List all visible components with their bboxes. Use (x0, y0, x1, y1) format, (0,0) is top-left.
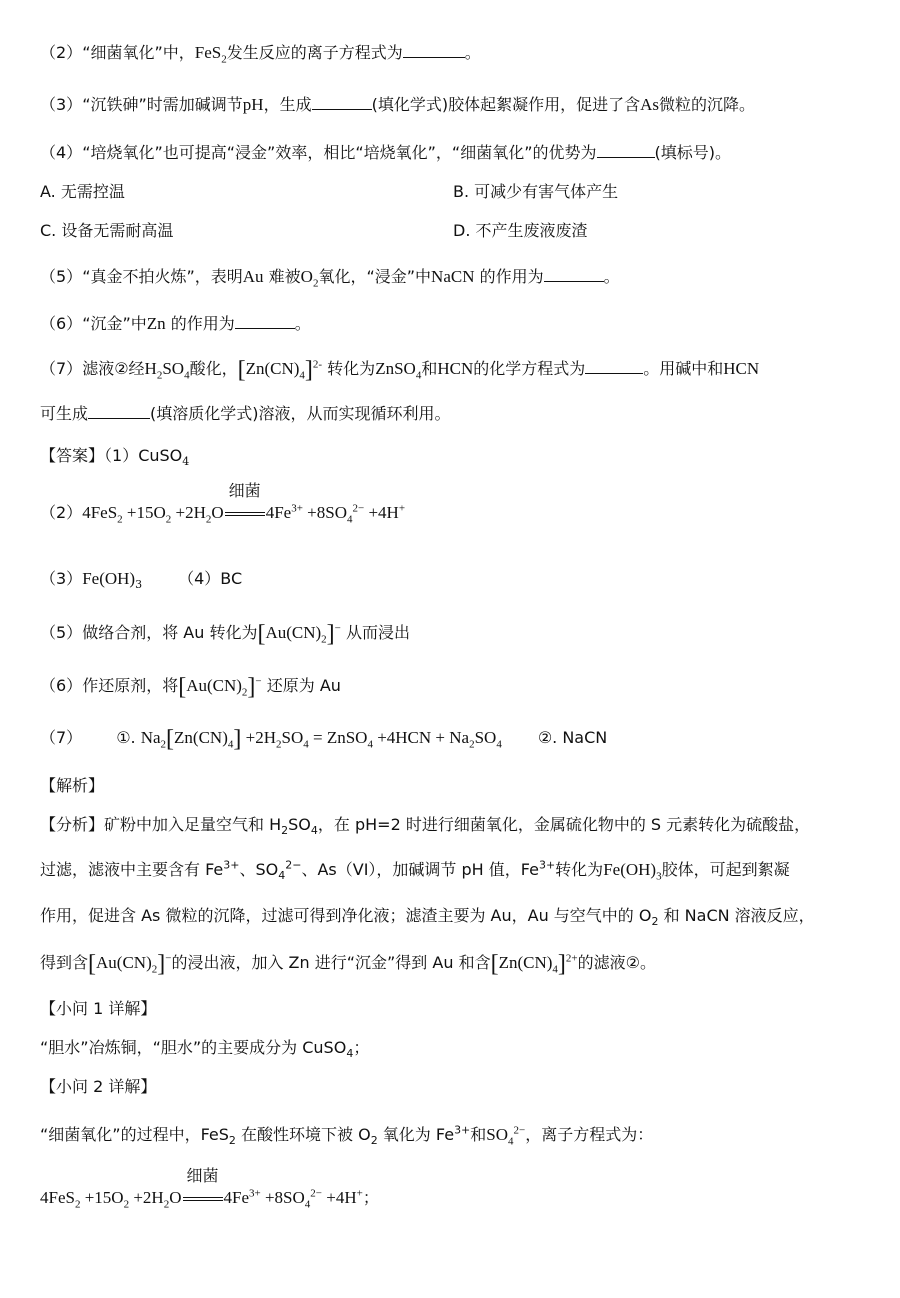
q2-formula: FeS$_2$ (194, 43, 227, 66)
q5-text: “真金不拍火炼”，表明 (82, 267, 243, 286)
answer-blank[interactable] (88, 404, 150, 419)
answer-7-equation: $Na_2[Zn(CN)_4] +2H_2SO_4$ = ZnSO$_4$ $+4HCN + Na_2SO_4$ (140, 726, 502, 752)
answer-6: （6）作还原剂，将$[Au(CN)_2]^-$ 还原为 Au (40, 674, 341, 700)
answer-blank[interactable] (544, 267, 604, 282)
q3-text-2: ，生成 (263, 95, 312, 114)
option-d: D. 不产生废液废渣 (453, 221, 588, 240)
answer-5: （5）做络合剂，将 Au 转化为$[Au(CN)_2]^-$ 从而浸出 (40, 621, 410, 647)
q7-text: 滤液②经 (82, 359, 145, 378)
q6-text-2: 的作用为 (170, 314, 235, 333)
analysis-line-4: 得到含$[Au(CN)_2]^-$的浸出液，加入 Zn 进行“沉金”得到 Au 和含$[Zn(CN)_4]^{2+}$的滤液②。 (40, 951, 656, 977)
question-2 (40, 42, 481, 64)
analysis-line-2: 过滤，滤液中主要含有 $Fe^{3+}$、$SO_4^{2-}$、As（VI），加碱调节 pH 值，$Fe^{3+}$转化为$Fe(OH)_3$胶体，可起到絮凝 (40, 858, 790, 883)
q7-h2so4: $H_2SO_4$ (144, 359, 190, 382)
q7-number: （7） (40, 359, 83, 378)
answer-blank[interactable] (235, 314, 295, 329)
q3-ph: pH (242, 95, 264, 114)
q7-hcn-2: HCN (723, 359, 760, 378)
q6-zn: Zn (146, 314, 166, 333)
q4-number: （4） (40, 143, 83, 162)
answer-2 (40, 481, 406, 526)
sub-question-2-tag: 【小问 2 详解】 (40, 1077, 157, 1096)
q3-text: “沉铁砷”时需加碱调节 (82, 95, 243, 114)
question-7 (40, 358, 759, 381)
q7-text-2: 酸化， (189, 359, 238, 378)
q5-text-4: 的作用为 (479, 267, 544, 286)
answer-blank[interactable] (403, 43, 465, 58)
answer-4: （4）BC (178, 569, 243, 588)
question-5 (40, 266, 620, 288)
analysis-p2b: 、As（VI），加碱调节 pH 值，Fe (301, 860, 539, 879)
q7-text-6: 。用碱中和 (643, 359, 724, 378)
q6-end: 。 (294, 314, 311, 333)
q4-text-2: (填标号)。 (654, 143, 732, 162)
option-c: C. 设备无需耐高温 (40, 221, 174, 240)
analysis-p2a: 过滤，滤液中主要含有 Fe (40, 860, 224, 879)
q2-end: 。 (464, 43, 481, 62)
analysis-fx-tag: 【分析】 (40, 815, 105, 834)
q5-au: Au (242, 267, 264, 286)
equation-arrow: 细菌 (182, 1187, 224, 1209)
answer-3-4: $(3)Fe(OH)_3$ （4）BC (40, 569, 243, 592)
analysis-p2d: 胶体，可起到絮凝 (661, 860, 790, 879)
q7-text-8: (填溶质化学式)溶液，从而实现循环利用。 (150, 404, 451, 423)
analysis-p2c: 转化为 (555, 860, 604, 879)
answer-7 (40, 727, 607, 750)
q4-text: “培烧氧化”也可提高“浸金”效率，相比“培烧氧化”，“细菌氧化”的优势为 (82, 143, 597, 162)
sub-question-2-text: “细菌氧化”的过程中，FeS$_2$ 在酸性环境下被 $O_2$ 氧化为 $Fe^{3+}$和$SO_4^{2-}$，离子方程式为： (40, 1123, 654, 1148)
q7-text-3: 转化为 (327, 359, 376, 378)
q2-text: “细菌氧化”中， (82, 43, 195, 62)
answer-5-text: 做络合剂，将 Au 转化为 (82, 623, 258, 642)
q2-text-2: 发生反应的离子方程式为 (226, 43, 403, 62)
answer-1: 【答案】（1）CuSO$_4$ (40, 446, 190, 469)
q3-number: （3） (40, 95, 83, 114)
analysis-tag: 【解析】 (40, 776, 105, 795)
equation: $4FeS_2 +15O_2 +2H_2O$ 细菌 $4Fe^{3+} +8SO_4^{2-} +4H^+$ (40, 1166, 363, 1211)
answer-7-number: （7） (40, 728, 83, 747)
answer-6-number: （6） (40, 676, 83, 695)
q7-text-5: 的化学方程式为 (473, 359, 586, 378)
q5-end: 。 (603, 267, 620, 286)
question-7-line-2 (40, 403, 451, 425)
answer-6-text: 作还原剂，将 (82, 676, 179, 695)
answer-blank[interactable] (585, 359, 643, 374)
analysis-p1: 矿粉中加入足量空气和 H (104, 815, 282, 834)
answer-6-text-2: 还原为 Au (266, 676, 341, 695)
answer-blank[interactable] (312, 95, 372, 110)
analysis-line-3: 作用，促进含 As 微粒的沉降，过滤可得到净化液；滤渣主要为 Au，Au 与空气中的 $O_2$ 和 NaCN 溶液反应， (40, 906, 815, 929)
answer-7-mark-2: ②. NaCN (537, 728, 608, 747)
q7-text-7: 可生成 (40, 404, 89, 423)
analysis-p3b: 和 NaCN 溶液反应， (663, 906, 815, 925)
q5-text-2: 难被 (268, 267, 301, 286)
equation-arrow: 细菌 (224, 502, 266, 524)
analysis-p4c: 的滤液②。 (577, 953, 656, 972)
analysis-p4a: 得到含 (40, 953, 89, 972)
q6-text: “沉金”中 (82, 314, 147, 333)
answer-2-equation: $4FeS_2 +15O_2 +2H_2O$ 细菌 $4Fe^{3+} +8SO_4^{2-} +4H^+$ (82, 481, 406, 526)
q7-hcn: HCN (437, 359, 474, 378)
answer-blank[interactable] (597, 143, 655, 158)
option-b: B. 可减少有害气体产生 (453, 182, 619, 201)
q3-text-3: (填化学式)胶体起絮凝作用，促进了含 (371, 95, 641, 114)
answer-2-number: （2） (40, 503, 83, 522)
q3-as: As (640, 95, 659, 114)
q5-o2: $O_2$ (300, 267, 319, 290)
sub-question-2-equation: $4FeS_2 +15O_2 +2H_2O$ 细菌 $4Fe^{3+} +8SO_4^{2-} +4H^+$； (40, 1166, 379, 1211)
question-4 (40, 142, 731, 164)
analysis-p3: 作用，促进含 As 微粒的沉降，过滤可得到净化液；滤渣主要为 Au，Au 与空气中的 O (40, 906, 652, 925)
analysis-p1b: ，在 pH=2 时进行细菌氧化，金属硫化物中的 S 元素转化为硫酸盐， (317, 815, 811, 834)
option-a: A. 无需控温 (40, 182, 125, 201)
analysis-p4b: 的浸出液，加入 Zn 进行“沉金”得到 Au 和含 (171, 953, 491, 972)
analysis-line-1: 【分析】矿粉中加入足量空气和 $H_2SO_4$，在 pH=2 时进行细菌氧化，金属硫化物中的 S 元素转化为硫酸盐， (40, 815, 811, 838)
question-3 (40, 94, 755, 116)
q5-nacn: NaCN (431, 267, 475, 286)
answer-3-formula: Fe(OH) (82, 569, 136, 588)
answer-7-mark-1: ①. (116, 728, 136, 747)
q5-number: （5） (40, 267, 83, 286)
question-6 (40, 313, 311, 335)
sub-question-1-tag: 【小问 1 详解】 (40, 999, 157, 1018)
q7-text-4: 和 (421, 359, 438, 378)
q3-text-4: 微粒的沉降。 (658, 95, 755, 114)
q5-text-3: 氧化，“浸金”中 (318, 267, 432, 286)
answer-5-number: （5） (40, 623, 83, 642)
q2-number: （2） (40, 43, 83, 62)
q7-znso4: ZnSO$_4$ (375, 359, 422, 382)
sub-question-1-text: “胆水”冶炼铜，“胆水”的主要成分为 CuSO$_4$； (40, 1038, 370, 1061)
q6-number: （6） (40, 314, 83, 333)
answer-1-text: （1）CuSO (104, 446, 183, 465)
answer-3-number: （3） (40, 569, 83, 588)
answer-tag: 【答案】 (40, 446, 105, 465)
answer-5-text-2: 从而浸出 (345, 623, 410, 642)
q7-complex: $[Zn(CN)_4]^{2-}$ (237, 357, 323, 383)
